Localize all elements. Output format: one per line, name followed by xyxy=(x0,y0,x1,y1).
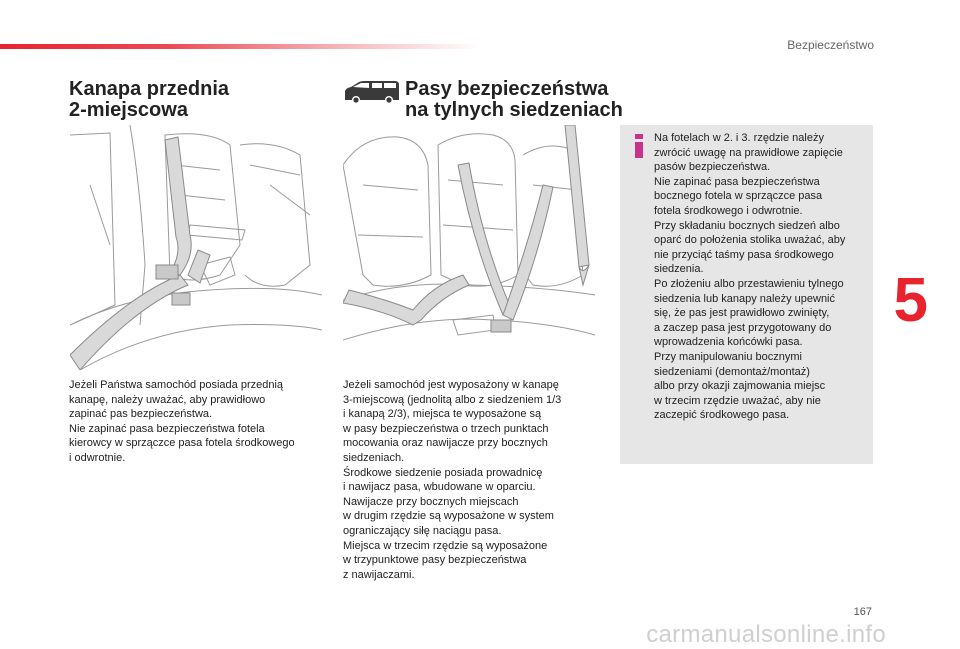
front-bench-seatbelt-illustration xyxy=(70,125,322,370)
page-number: 167 xyxy=(853,606,872,618)
section-title: Bezpieczeństwo xyxy=(787,38,874,52)
middle-title-line1: Pasy bezpieczeństwa xyxy=(405,78,609,100)
left-title-line2: 2-miejscowa xyxy=(69,99,188,121)
left-title-line1: Kanapa przednia xyxy=(69,78,230,100)
info-box xyxy=(620,125,873,464)
chapter-number: 5 xyxy=(893,266,928,335)
rear-seatbelts-illustration xyxy=(343,125,595,370)
left-title xyxy=(69,79,309,121)
van-icon xyxy=(343,80,401,105)
info-icon xyxy=(632,134,646,158)
middle-title-line2: na tylnych siedzeniach xyxy=(405,99,623,121)
rear-seatbelts-description: Jeżeli samochód jest wyposażony w kanapę 3-miejscową (jednolitą albo z siedzeniem 1/3 i kanapą 2/3), miejsca te wyposażone są w pasy bezpieczeństwa o trzech punktach mocowania oraz nawijacze przy bocznych siedzeniach. Środkowe siedzenie posiada prowadnicę i nawijacz pasa, wbudowane w oparciu. Nawijacze przy bocznych miejscach w drugim rzędzie są wyposażone w system ograniczający siłę naciągu pasa. Miejsca w trzecim rzędzie są wyposażone w trzypunktowe pasy bezpieczeństwa z nawijaczami. xyxy=(343,379,562,581)
header-accent-bar xyxy=(0,44,480,49)
watermark: carmanualsonline.info xyxy=(646,621,886,648)
middle-title xyxy=(405,79,645,121)
front-bench-description: Jeżeli Państwa samochód posiada przednią kanapę, należy uważać, aby prawidłowo zapinać pas bezpieczeństwa. Nie zapinać pasa bezpieczeństwa fotela kierowcy w sprzączce pasa fotela środkowego i odwrotnie. xyxy=(69,379,295,464)
info-box-text: Na fotelach w 2. i 3. rzędzie należy zwrócić uwagę na prawidłowe zapięcie pasów bezpieczeństwa. Nie zapinać pasa bezpieczeństwa bocznego fotela w sprzączce pasa fotela środkowego i odwrotnie. Przy składaniu bocznych siedzeń albo oparć do położenia stolika uważać, aby nie przyciąć taśmy pasa środkowego siedzenia. Po złożeniu albo przestawieniu tylnego siedzenia lub kanapy należy upewnić się, że pas jest prawidłowo zwinięty, a zaczep pasa jest przygotowany do wprowadzenia końcówki pasa. Przy manipulowaniu bocznymi siedzeniami (demontaż/montaż) albo przy okazji zajmowania miejsc w trzecim rzędzie uważać, aby nie zaczepić środkowego pasa. xyxy=(654,132,846,422)
